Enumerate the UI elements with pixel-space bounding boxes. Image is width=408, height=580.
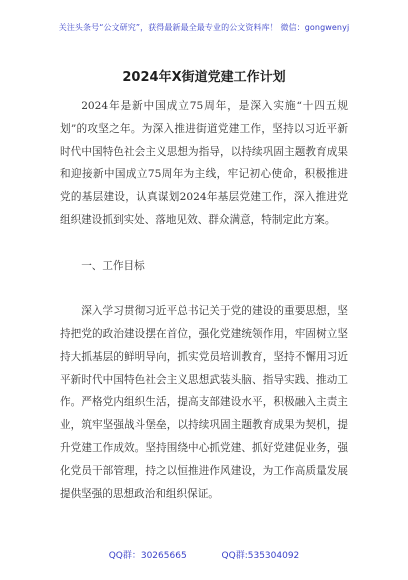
- document-body: [60, 95, 348, 505]
- intro-paragraph: 2024年是新中国成立75周年，是深入实施“十四五规划”的攻坚之年。为深入推进街道党建工作，坚持以习近平新时代中国特色社会主义思想为指导，以持续巩固主题教育成果和迎接新中国成立75周年为主线，牢记初心使命，积极推进党的基层建设，认真谋划2024年基层党建工作，深入推进党组织建设抓到实处、落地见效、群众满意，特制定此方案。: [60, 100, 348, 226]
- header-notice: 关注头条号“公文研究”，获得最新最全最专业的公文资料库！ 微信：gongwenyj: [58, 23, 350, 32]
- footer-qq-group-2: QQ群:535304092: [221, 551, 300, 561]
- page-title: 2024年X街道党建工作计划: [122, 70, 286, 85]
- footer-qq-group-1: QQ群：30265665: [108, 551, 187, 561]
- footer: [0, 548, 408, 561]
- paragraph-spacer: [60, 232, 348, 255]
- section-paragraph: 深入学习贯彻习近平总书记关于党的建设的重要思想，坚持把党的政治建设摆在首位，强化党建统领作用，牢固树立坚持大抓基层的鲜明导向，抓实党员培训教育，坚持不懈用习近平新时代中国特色社会主义思想武装头脑、指导实践、推动工作。严格党内组织生活，提高支部建设水平，积极融入主责主业，筑牢坚强战斗堡垒，以持续巩固主题教育成果为契机，提升党建工作成效。坚持围绕中心抓党建、抓好党建促业务，强化党员干部管理，持之以恒推进作风建设，为工作高质量发展提供坚强的思想政治和组织保证。: [60, 305, 348, 500]
- section-heading: 一、工作目标: [81, 259, 145, 272]
- paragraph-spacer: [60, 277, 348, 300]
